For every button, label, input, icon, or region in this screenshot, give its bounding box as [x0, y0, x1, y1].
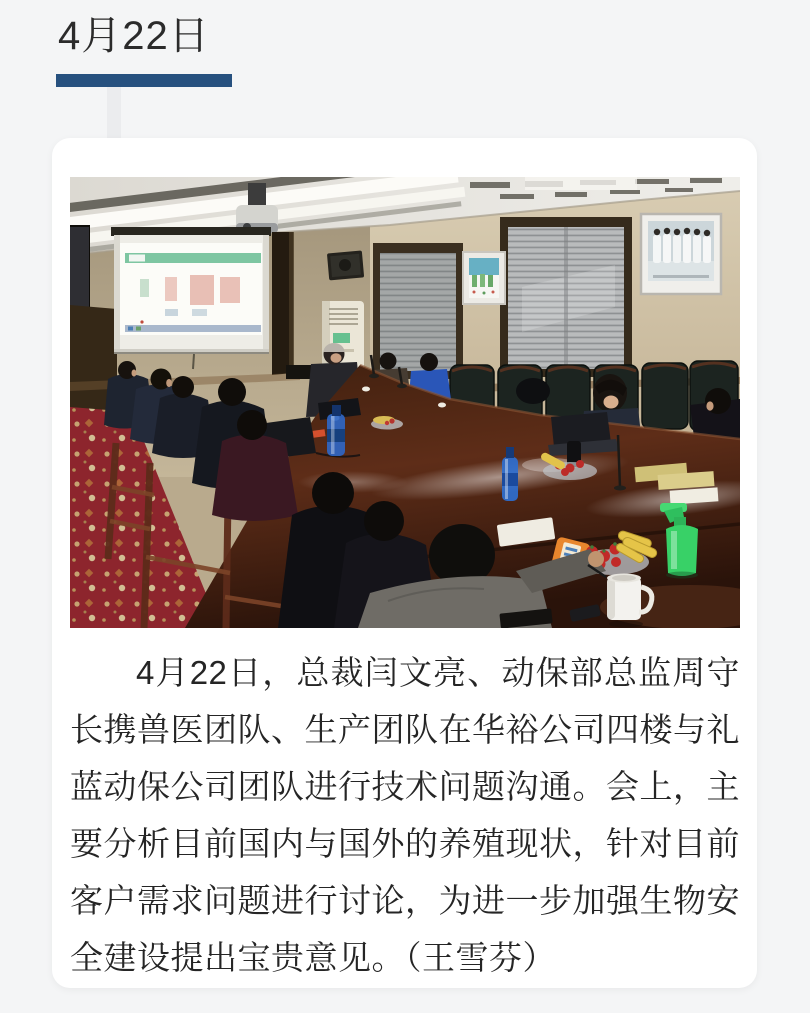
meeting-photo[interactable] [70, 177, 740, 628]
projection-screen [111, 227, 271, 369]
article-paragraph: 4月22日，总裁闫文亮、动保部总监周守长携兽医团队、生产团队在华裕公司四楼与礼蓝动保公司团队进行技术问题沟通。会上，主要分析目前国内与国外的养殖现状，针对目前客户需求问题进行讨论，为进一步加强生物安全建设提出宝贵意见。（王雪芬） [70, 654, 740, 976]
page-title: 4月22日 [58, 14, 210, 58]
timeline-connector [107, 87, 121, 140]
meeting-photo-illustration [70, 177, 740, 628]
article-card [52, 138, 757, 988]
wall-speaker [327, 250, 364, 280]
title-accent-bar [56, 74, 232, 87]
